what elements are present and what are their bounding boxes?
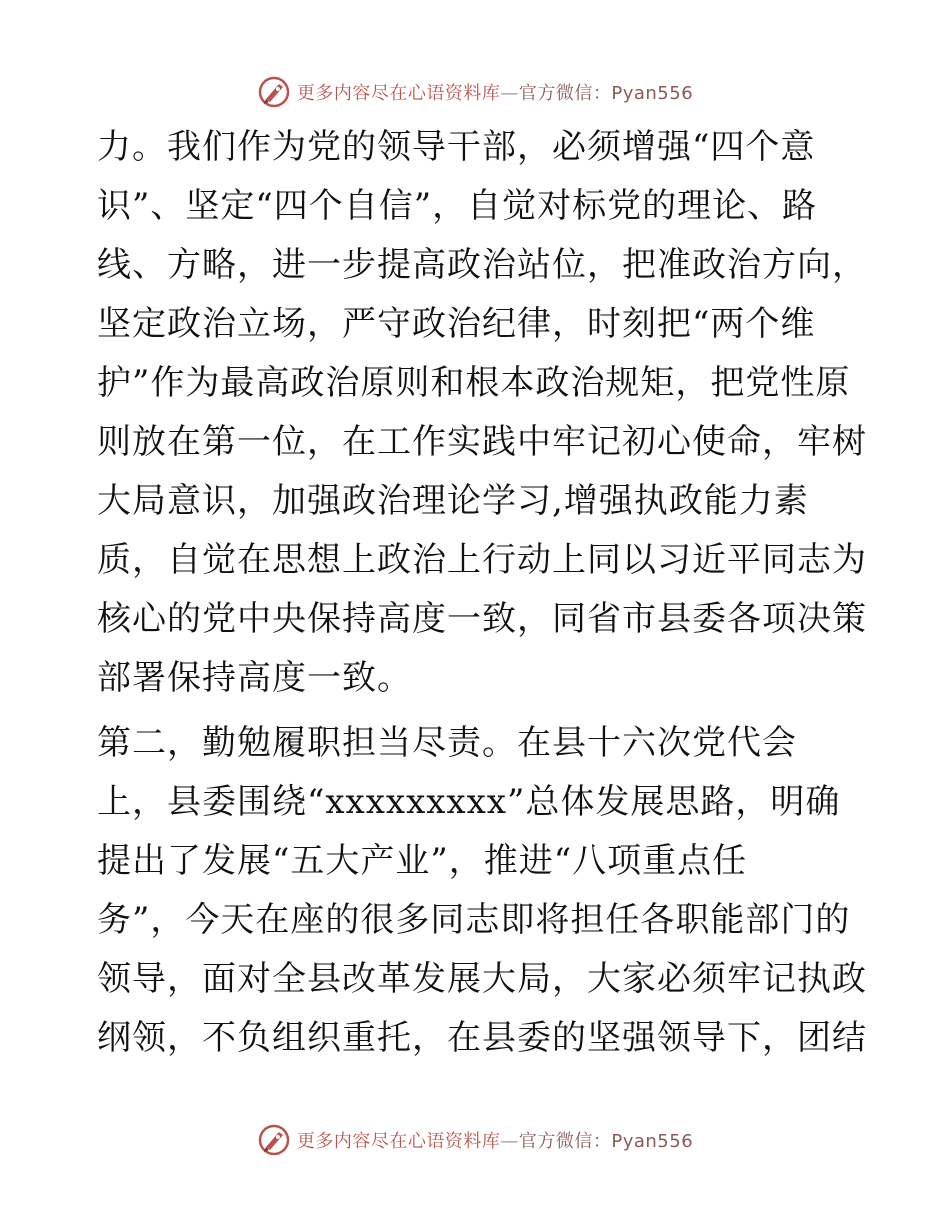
footer-watermark — [0, 1120, 950, 1160]
watermark-separator: — — [500, 1131, 519, 1152]
pen-logo-icon — [257, 1123, 291, 1157]
text-line: 纲领，不负组织重托，在县委的坚强领导下，团结 — [97, 1018, 867, 1058]
text-line: 护”作为最高政治原则和根本政治规矩，把党性原 — [97, 363, 851, 403]
text-line: 提出了发展“五大产业”，推进“八项重点任 — [97, 841, 748, 881]
text-line: 力。我们作为党的领导干部，必须增强“四个意 — [97, 127, 816, 167]
text-line: 上，县委围绕“xxxxxxxxx”总体发展思路，明确 — [97, 782, 841, 822]
watermark-brand: 更多内容尽在心语资料库 — [296, 1131, 501, 1152]
text-line: 务”，今天在座的很多同志即将担任各职能部门的 — [97, 900, 851, 940]
text-line: 领导，面对全县改革发展大局，大家必须牢记执政 — [97, 959, 867, 999]
text-line: 部署保持高度一致。 — [97, 658, 412, 698]
paragraph-2 — [97, 714, 867, 1068]
text-line: 质，自觉在思想上政治上行动上同以习近平同志为 — [97, 540, 867, 580]
text-line: 线、方略，进一步提高政治站位，把准政治方向， — [97, 245, 867, 285]
header-watermark — [0, 72, 950, 112]
text-line: 核心的党中央保持高度一致，同省市县委各项决策 — [97, 599, 867, 639]
text-line: 识”、坚定“四个自信”，自觉对标党的理论、路 — [97, 186, 818, 226]
text-line: 大局意识，加强政治理论学习,增强执政能力素 — [97, 481, 809, 521]
watermark-separator: — — [500, 83, 519, 104]
paragraph-1 — [97, 118, 867, 708]
watermark-contact: 官方微信：Pyan556 — [518, 1131, 694, 1152]
text-line: 坚定政治立场，严守政治纪律，时刻把“两个维 — [97, 304, 816, 344]
watermark-text — [297, 1127, 693, 1153]
watermark-text — [297, 79, 693, 105]
pen-logo-icon — [257, 75, 291, 109]
document-body — [97, 118, 867, 1068]
text-line: 则放在第一位，在工作实践中牢记初心使命，牢树 — [97, 422, 867, 462]
text-line: 第二，勤勉履职担当尽责。在县十六次党代会 — [97, 723, 797, 763]
watermark-brand: 更多内容尽在心语资料库 — [296, 83, 501, 104]
watermark-contact: 官方微信：Pyan556 — [518, 83, 694, 104]
